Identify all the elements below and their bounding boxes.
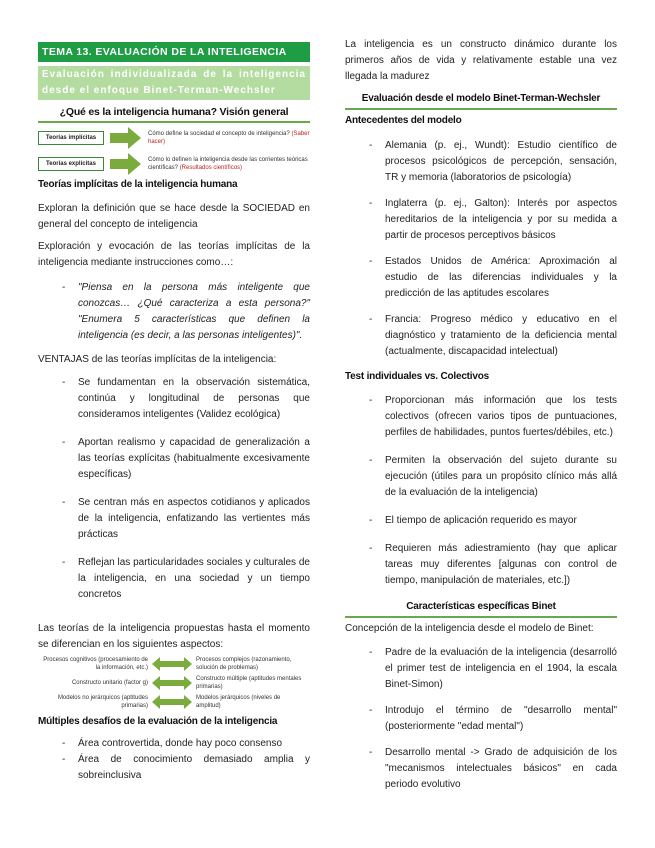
list-item-text: Desarrollo mental -> Grado de adquisición de los "mecanismos intelectuales básicos" en cada periodo evolutivo	[385, 747, 617, 790]
list-item-text: Área de conocimiento demasiado amplia y sobreinclusiva	[78, 754, 310, 781]
list-item-text: Se centran más en aspectos cotidianos y aplicados de la inteligencia, enfatizando las vertientes más prácticas	[78, 497, 310, 540]
list-item	[369, 645, 617, 693]
bullet: -	[369, 455, 373, 466]
list-item	[62, 736, 310, 752]
paragraph: La inteligencia es un constructo dinámico durante los primeros años de vida y relativamente estable una vez llegada la madurez	[345, 39, 617, 82]
list-item-text: El tiempo de aplicación requerido es mayor	[385, 515, 577, 526]
list-item	[369, 745, 617, 793]
quote-text: "Piensa en la persona más inteligente que conozcas… ¿Qué caracteriza a esta persona?" "Enumera 5 características que definen la inteligencia (es decir, a las personas inteligentes)".	[78, 282, 310, 341]
aspect-left: Constructo unitario (factor g)	[71, 680, 148, 686]
explicit-description-text: Cómo lo definen la inteligencia desde las corrientes teóricas científicas?	[148, 157, 308, 171]
bullet: -	[62, 497, 66, 508]
bullet: -	[369, 647, 373, 658]
list-item-text: Requieren más adiestramiento (hay que aplicar tareas muy diferentes [algunas con control de tiempo, manipulación de materiales, etc.])	[385, 543, 617, 586]
diagram-row	[38, 153, 310, 175]
list-item-text: Padre de la evaluación de la inteligencia (desarrolló el primer test de inteligencia en el 1904, la escala Binet-Simon)	[385, 647, 617, 690]
list-item	[62, 495, 310, 543]
aspect-right: Modelos jerárquicos (niveles de amplitud)	[196, 695, 281, 709]
double-arrow-icon	[152, 695, 192, 709]
list-item	[62, 375, 310, 423]
list-item	[62, 555, 310, 603]
heading-challenges: Múltiples desafíos de la evaluación de la inteligencia	[38, 716, 278, 727]
list-item	[62, 435, 310, 483]
bullet: -	[369, 140, 373, 151]
aspect-right: Procesos complejos (razonamiento, solución de problemas)	[196, 657, 292, 671]
theory-aspects-diagram	[38, 656, 310, 710]
arrow-right-icon	[110, 127, 142, 149]
explicit-description-highlight: (Resultados científicos)	[179, 165, 243, 171]
implicit-explicit-diagram	[38, 127, 310, 175]
double-arrow-icon	[152, 676, 192, 690]
list-item	[369, 703, 617, 735]
heading-implicit-theories: Teorías implícitas de la inteligencia humana	[38, 179, 238, 190]
list-item-text: Introdujo el término de "desarrollo mental" (posteriormente "edad mental")	[385, 705, 617, 732]
explicit-description	[148, 156, 310, 172]
aspect-right: Constructo múltiple (aptitudes mentales primarias)	[196, 676, 302, 690]
list-item	[62, 752, 310, 784]
paragraph: Concepción de la inteligencia desde el modelo de Binet:	[345, 623, 594, 634]
bullet: -	[369, 198, 373, 209]
heading-general-view: ¿Qué es la inteligencia humana? Visión general	[38, 104, 310, 123]
list-item-text: Se fundamentan en la observación sistemática, continúa y longitudinal de personas que consideramos inteligentes (Validez ecológica)	[78, 377, 310, 420]
heading-binet-characteristics: Características específicas Binet	[345, 599, 617, 618]
bullet: -	[369, 314, 373, 325]
list-item	[369, 138, 617, 186]
paragraph: Exploración y evocación de las teorías implícitas de la inteligencia mediante instrucciones como…:	[38, 241, 310, 268]
list-item-text: Inglaterra (p. ej., Galton): Interés por aspectos hereditarios de la inteligencia y por su medida a partir de procesos perceptivos básicos	[385, 198, 617, 241]
list-item	[369, 453, 617, 501]
bullet: -	[62, 377, 66, 388]
diagram-row	[38, 656, 310, 672]
diagram-row	[38, 675, 310, 691]
list-item-quote	[62, 280, 310, 344]
list-item	[369, 254, 617, 302]
list-item-text: Reflejan las particularidades sociales y culturales de la inteligencia, en una sociedad y un tiempo concretos	[78, 557, 310, 600]
paragraph: Las teorías de la inteligencia propuestas hasta el momento se diferencian en los siguientes aspectos:	[38, 623, 310, 650]
bullet: -	[62, 738, 66, 749]
topic-title: TEMA 13. EVALUACIÓN DE LA INTELIGENCIA	[38, 42, 310, 62]
list-item-text: Alemania (p. ej., Wundt): Estudio científico de procesos psicológicos de percepción, sensación, TR y memoria (laboratorios de psicología)	[385, 140, 617, 183]
paragraph: Exploran la definición que se hace desde la SOCIEDAD en general del concepto de inteligencia	[38, 203, 310, 230]
paragraph: VENTAJAS de las teorías implícitas de la inteligencia:	[38, 354, 277, 365]
double-arrow-icon	[152, 657, 192, 671]
list-item-text: Proporcionan más información que los tests colectivos (ofrecen varios tipos de puntuaciones, perfiles de habilidades, puntos fuertes/débiles, etc.)	[385, 395, 617, 438]
heading-binet-model: Evaluación desde el modelo Binet-Terman-Wechsler	[345, 91, 617, 110]
bullet: -	[62, 437, 66, 448]
aspect-left: Procesos cognitivos (procesamiento de la información, etc.)	[43, 657, 148, 671]
list-item	[369, 393, 617, 441]
implicit-description	[148, 130, 310, 146]
bullet: -	[369, 256, 373, 267]
heading-individual-vs-collective: Test individuales vs. Colectivos	[345, 371, 490, 382]
heading-background: Antecedentes del modelo	[345, 115, 462, 126]
list-item-text: Área controvertida, donde hay poco consenso	[78, 738, 283, 749]
list-item	[369, 541, 617, 589]
bullet: -	[369, 747, 373, 758]
list-item-text: Aportan realismo y capacidad de generalización a las teorías explícitas (habitualmente excesivamente específicas)	[78, 437, 310, 480]
list-item-text: Francia: Progreso médico y educativo en el diagnóstico y tratamiento de la deficiencia mental (actualmente, discapacidad intelectual)	[385, 314, 617, 357]
bullet: -	[369, 515, 373, 526]
box-implicit-theories: Teorías implícitas	[38, 131, 104, 145]
implicit-description-highlight: (Saber hacer)	[148, 131, 310, 145]
aspect-left: Modelos no jerárquicos (aptitudes primarias)	[57, 695, 148, 709]
list-item	[369, 312, 617, 360]
list-item-text: Permiten la observación del sujeto durante su ejecución (útiles para un propósito clínico más allá de la evaluación de la inteligencia)	[385, 455, 617, 498]
bullet: -	[62, 282, 66, 293]
left-column	[38, 42, 310, 784]
bullet: -	[369, 395, 373, 406]
list-item	[369, 196, 617, 244]
bullet: -	[62, 754, 66, 765]
right-column	[345, 37, 617, 793]
diagram-row	[38, 694, 310, 710]
implicit-description-text: Cómo define la sociedad el concepto de inteligencia?	[148, 131, 292, 137]
list-item	[369, 513, 617, 529]
topic-subtitle: Evaluación individualizada de la inteligencia desde el enfoque Binet-Terman-Wechsler	[38, 66, 310, 100]
box-explicit-theories: Teorías explícitas	[38, 157, 104, 171]
diagram-row	[38, 127, 310, 149]
bullet: -	[369, 543, 373, 554]
bullet: -	[369, 705, 373, 716]
list-item-text: Estados Unidos de América: Aproximación al estudio de las diferencias individuales y la predicción de las aptitudes escolares	[385, 256, 617, 299]
arrow-right-icon	[110, 153, 142, 175]
bullet: -	[62, 557, 66, 568]
